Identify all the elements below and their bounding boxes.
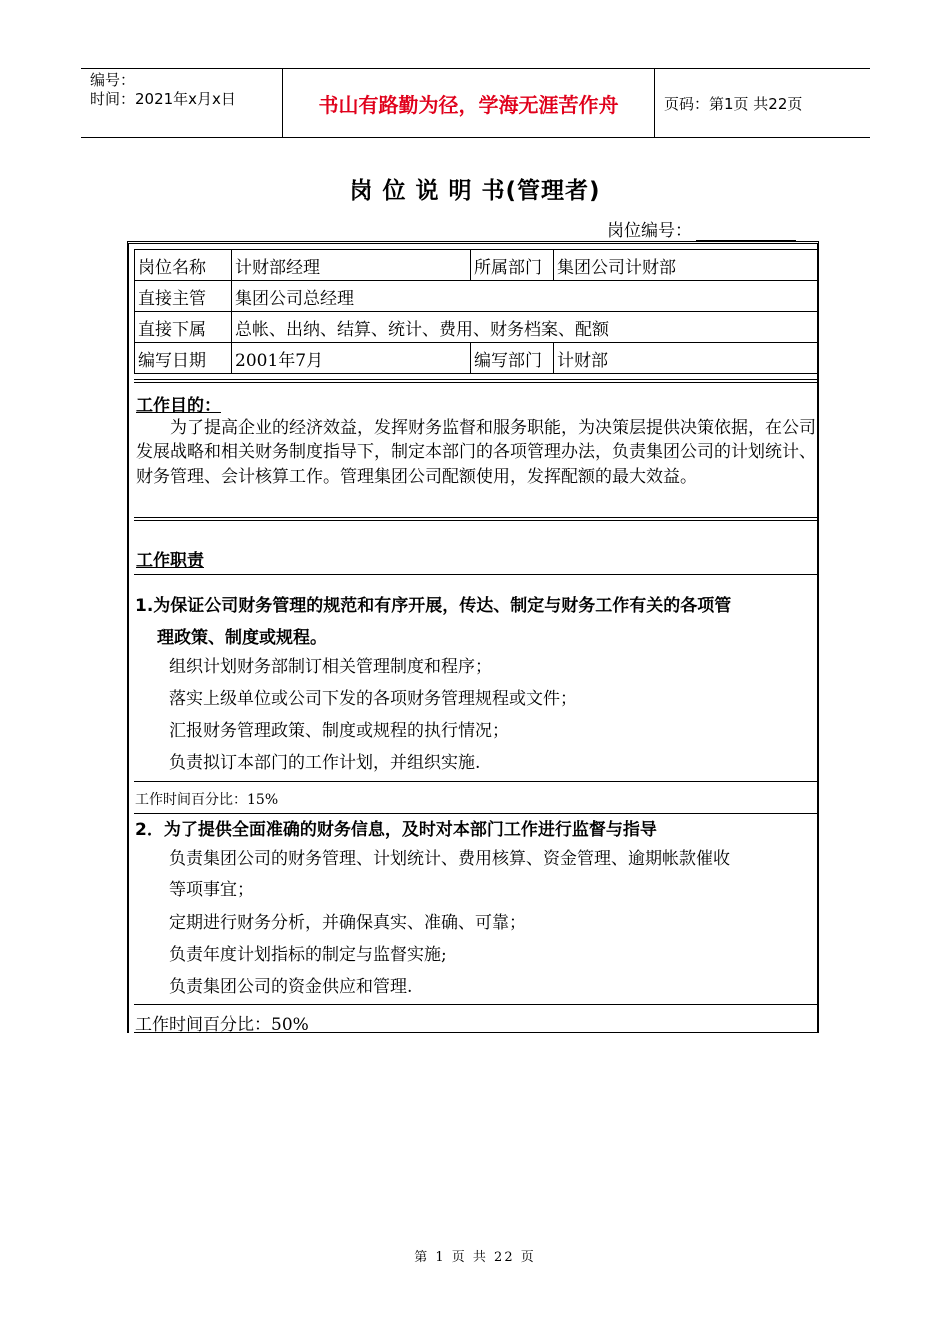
name-value: 计财部经理: [232, 250, 471, 281]
page-header: [81, 68, 870, 138]
duties-title: 工作职责: [136, 551, 204, 571]
duty-2-heading: 2．为了提供全面准确的财务信息，及时对本部门工作进行监督与指导: [135, 820, 657, 840]
supervisor-value: 集团公司总经理: [232, 281, 818, 312]
dept-label: 所属部门: [471, 250, 554, 281]
table-row: [135, 343, 818, 374]
purpose-text: 为了提高企业的经济效益，发挥财务监督和服务职能，为决策层提供决策依据，在公司发展战略和相关财务制度指导下，制定本部门的各项管理办法，负责集团公司的计划统计、财务管理、会计核算工作。管理集团公司配额使用，发挥配额的最大效益。: [136, 418, 816, 487]
list-item-text: 组织计划财务部制订相关管理制度和程序；: [169, 657, 492, 677]
subordinate-value: 总帐、出纳、结算、统计、费用、财务档案、配额: [232, 312, 818, 343]
list-item-text: 等项事宜；: [169, 880, 254, 900]
list-item-text: 负责年度计划指标的制定与监督实施;: [169, 945, 447, 965]
section-divider: [134, 781, 818, 782]
author-dept-value: 计财部: [554, 343, 818, 374]
list-item: [135, 652, 819, 683]
list-item-text: 负责拟订本部门的工作计划，并组织实施.: [169, 753, 481, 773]
date-label: 编写日期: [135, 343, 232, 374]
table-row: [135, 312, 818, 343]
list-item: [135, 972, 819, 1003]
duty-1-heading-line2: 理政策、制度或规程。: [157, 628, 327, 648]
list-item-text: 汇报财务管理政策、制度或规程的执行情况；: [169, 721, 509, 741]
number-label: 编号：: [90, 71, 136, 89]
list-item: [135, 748, 819, 779]
list-item-text: 定期进行财务分析，并确保真实、准确、可靠；: [169, 913, 526, 933]
post-number-label: 岗位编号：: [607, 221, 692, 241]
supervisor-label: 直接主管: [135, 281, 232, 312]
list-item: [135, 844, 819, 906]
section-divider: [134, 517, 818, 521]
header-meta: [90, 71, 236, 109]
list-item: [135, 908, 819, 939]
time-percentage-1: 工作时间百分比：15%: [135, 792, 279, 808]
dept-value: 集团公司计财部: [554, 250, 818, 281]
author-dept-label: 编写部门: [471, 343, 554, 374]
list-item-text: 负责集团公司的财务管理、计划统计、费用核算、资金管理、逾期帐款催收: [169, 849, 730, 869]
section-divider: [134, 1032, 818, 1033]
document-title: 岗 位 说 明 书(管理者): [349, 178, 601, 204]
list-item-text: 落实上级单位或公司下发的各项财务管理规程或文件；: [169, 689, 577, 709]
table-row: [135, 250, 818, 281]
list-item: [135, 684, 819, 715]
list-item-text: 负责集团公司的资金供应和管理.: [169, 977, 413, 997]
section-divider: [134, 574, 818, 575]
name-label: 岗位名称: [135, 250, 232, 281]
post-number-blank: [696, 222, 796, 241]
time-percentage-2: 工作时间百分比：50%: [135, 1015, 309, 1035]
header-page-info: 页码：第1页 共22页: [664, 95, 803, 113]
section-divider: [134, 1004, 818, 1005]
page-footer: 第 1 页 共 22 页: [414, 1250, 536, 1265]
date-value: 2001年7月: [232, 343, 471, 374]
section-divider: [134, 379, 818, 383]
purpose-title: 工作目的：: [136, 396, 221, 416]
header-motto: 书山有路勤为径，学海无涯苦作舟: [318, 92, 619, 117]
list-item: [135, 940, 819, 971]
duty-1-heading-line1: 1.为保证公司财务管理的规范和有序开展，传达、制定与财务工作有关的各项管: [135, 596, 732, 616]
time-label: 时间：2021年x月x日: [90, 90, 236, 108]
table-row: [135, 281, 818, 312]
duty-1-heading: [135, 590, 819, 654]
post-number: [607, 216, 796, 241]
header-divider: [654, 69, 655, 137]
subordinate-label: 直接下属: [135, 312, 232, 343]
basic-info-table: [134, 249, 818, 374]
list-item: [135, 716, 819, 747]
job-description-frame: [127, 241, 819, 1033]
